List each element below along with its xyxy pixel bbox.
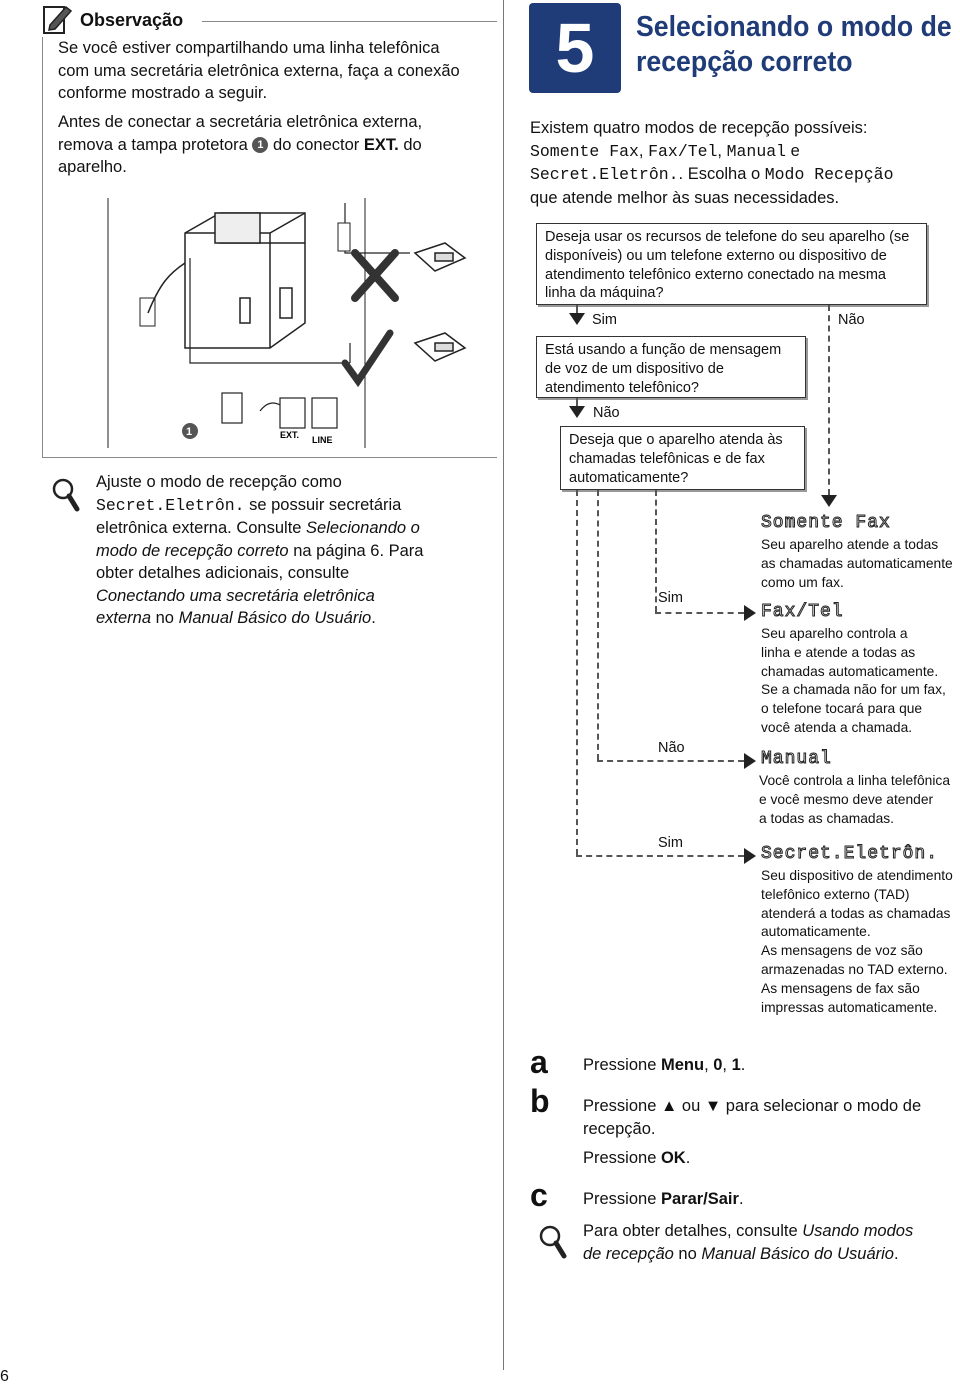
desc-line: a todas as chamadas.	[759, 810, 894, 826]
tip-line-7	[96, 607, 496, 630]
key-0: 0	[713, 1056, 723, 1074]
note-icon	[42, 3, 74, 35]
end: .	[740, 1056, 746, 1074]
conj: e	[790, 141, 800, 160]
desc-line: Seu aparelho controla a	[761, 626, 908, 641]
flow-line-nao3-from-q1	[597, 490, 599, 760]
flow-line-sim1	[576, 305, 578, 313]
tip-ref-link-2: modo de recepção correto	[96, 541, 289, 560]
intro-choose: . Escolha o	[678, 165, 765, 183]
step-number-badge	[529, 3, 621, 93]
desc-line: Seu aparelho atende a todas	[761, 537, 939, 552]
callout-1-badge: 1	[252, 137, 268, 153]
answering-machine-bottom	[415, 333, 465, 361]
step-title	[636, 10, 952, 80]
desc-line: Se a chamada não for um fax,	[761, 682, 946, 698]
flow-line-sim2	[576, 490, 578, 855]
tip2-line-2	[583, 1243, 960, 1266]
magnifier-icon	[50, 477, 80, 513]
intro-line-4: que atende melhor às suas necessidades.	[530, 188, 840, 207]
flow-label-nao2: Não	[593, 405, 620, 421]
mode-desc-secret	[761, 867, 960, 1017]
tip-line-1: Ajuste o modo de recepção como	[96, 473, 342, 491]
tip-ref-manual: Manual Básico do Usuário	[178, 609, 372, 627]
desc-line: telefônico externo (TAD)	[761, 886, 910, 902]
flow-line-q3	[655, 490, 657, 612]
tip-line-7-mid: no	[151, 609, 179, 627]
desc-line: atenderá a todas as chamadas	[761, 905, 951, 921]
desc-line: As mensagens de fax são	[761, 980, 920, 996]
flow-label-sim3: Sim	[658, 590, 683, 606]
tip-ref-link-4: externa	[96, 609, 152, 627]
note-paragraph-2	[58, 111, 468, 179]
flow-question-1: Deseja usar os recursos de telefone do seu aparelho (se disponíveis) ou um telefone externo ou dispositivo de atendimento telefônico externo conectado na mesma linha da máquina?	[536, 223, 927, 305]
tip2-line-1	[583, 1220, 960, 1243]
desc-line: como um fax.	[761, 574, 844, 590]
desc-line: Você controla a linha telefônica	[759, 773, 950, 788]
mode-secret: Secret.Eletrôn.	[530, 165, 679, 184]
mode-desc-manual	[759, 772, 960, 828]
intro-line-1: Existem quatro modos de recepção possíveis:	[530, 119, 868, 137]
desc-line: as chamadas automaticamente	[761, 555, 953, 571]
connector-closeup	[222, 393, 337, 428]
tip2-ref-manual: Manual Básico do Usuário	[701, 1244, 894, 1263]
desc-line: o telefone tocará para que	[761, 701, 923, 717]
flow-line-sim3-horizontal	[655, 612, 744, 614]
up-arrow-icon: ▲	[660, 1097, 678, 1115]
callout-1-label: 1	[186, 426, 193, 438]
mode-manual: Manual	[726, 141, 787, 161]
flow-question-3: Deseja que o aparelho atenda às chamadas telefônicas e de fax automaticamente?	[560, 426, 805, 490]
intro-line-2	[530, 140, 960, 164]
flow-question-2: Está usando a função de mensagem de voz de um dispositivo de atendimento telefônico?	[536, 336, 806, 398]
tip-line-4	[96, 540, 496, 563]
note-title: Observação	[80, 10, 184, 30]
desc-line: armazenadas no TAD externo.	[761, 961, 948, 977]
mode-title-somente-fax: Somente Fax	[761, 513, 891, 533]
sep: ,	[638, 141, 644, 160]
mode-somente-fax-block	[761, 513, 960, 592]
step-b-line-1	[583, 1095, 960, 1118]
tip-line-2-rest: se possuir secretária	[244, 495, 402, 514]
step-b-mid: ou	[677, 1097, 705, 1115]
step-letter-b: b	[530, 1083, 550, 1119]
mode-fax-tel: Fax/Tel	[648, 141, 718, 161]
note-bottom-rule	[42, 457, 497, 458]
tip2-ref-1: Usando modos	[802, 1222, 914, 1240]
flow-label-nao1: Não	[838, 312, 865, 328]
flow-line-sim2-horizontal	[576, 855, 744, 857]
end: .	[685, 1149, 691, 1167]
flow-line-nao3-horizontal	[597, 760, 744, 762]
answering-machine-top	[415, 243, 465, 271]
sep: ,	[722, 1056, 732, 1074]
flow-arrow-sim3	[744, 605, 756, 621]
tip2-ref-2: de recepção	[583, 1244, 674, 1263]
tip-receive-mode	[96, 471, 496, 630]
note-p2-text-a: Antes de conectar a secretária eletrônica externa, remova a tampa protetora	[58, 113, 423, 154]
desc-line: automaticamente.	[761, 924, 871, 940]
sep: ,	[704, 1056, 714, 1074]
desc-line: chamadas automaticamente.	[761, 663, 939, 679]
note-paragraph-1: Se você estiver compartilhando uma linha telefônica com uma secretária eletrônica externa, faça a conexão conforme mostrado a seguir.	[58, 39, 460, 102]
note-title-rule	[202, 21, 497, 22]
step-a-text	[583, 1054, 745, 1077]
tip-line-6	[96, 585, 496, 608]
step-b2-pre: Pressione	[583, 1149, 661, 1167]
tip-line-3-a: eletrônica externa. Consulte	[96, 519, 307, 537]
key-menu: Menu	[660, 1056, 705, 1074]
tip-line-4-rest: na página 6. Para	[288, 541, 424, 560]
step-c-pre: Pressione	[583, 1190, 661, 1208]
end: .	[893, 1244, 899, 1263]
flow-line-nao2	[576, 398, 578, 406]
tip-ref-link-1: Selecionando o	[306, 519, 420, 537]
sep: ,	[717, 141, 723, 160]
mode-fax-tel-block	[761, 602, 960, 738]
intro-line-3	[530, 163, 960, 187]
end: .	[738, 1190, 744, 1208]
step-number: 5	[555, 9, 595, 87]
step-b-pre: Pressione	[583, 1097, 661, 1115]
flow-label-sim2: Sim	[658, 835, 683, 851]
ext-connector-label: EXT.	[363, 135, 399, 154]
step-a-pre: Pressione	[583, 1056, 661, 1074]
mode-title-secret: Secret.Eletrôn.	[761, 844, 939, 864]
connection-illustration	[100, 193, 480, 453]
tip-line-5: obter detalhes adicionais, consulte	[96, 564, 350, 582]
mode-name-secret: Secret.Eletrôn.	[96, 495, 245, 515]
key-parar-sair: Parar/Sair	[660, 1190, 739, 1208]
desc-line: e você mesmo deve atender	[759, 791, 934, 807]
mode-manual-block	[759, 749, 960, 828]
step-intro	[530, 117, 960, 209]
note-p2-text-b: do conector	[273, 135, 360, 154]
step-letter-c: c	[530, 1177, 548, 1213]
mode-title-manual: Manual	[761, 749, 832, 769]
down-arrow-icon: ▼	[704, 1097, 722, 1115]
page-number: 6	[0, 1368, 9, 1385]
tip-receive-modes-ref	[583, 1220, 960, 1265]
desc-line: Seu dispositivo de atendimento	[761, 868, 953, 883]
line-port-label: LINE	[312, 435, 333, 445]
correct-connection-check-icon	[345, 333, 390, 381]
step-title-line-2: recepção correto	[636, 46, 853, 78]
tip2-mid: no	[673, 1244, 702, 1263]
step-letter-a: a	[530, 1044, 548, 1080]
flow-line-nao1	[828, 305, 830, 495]
desc-line: As mensagens de voz são	[761, 943, 923, 959]
ext-port-label: EXT.	[280, 430, 300, 440]
note-box	[42, 3, 497, 458]
step-b-rest: para selecionar o modo de	[721, 1097, 922, 1115]
menu-modo-recepcao: Modo Recepção	[764, 165, 894, 184]
mode-somente-fax: Somente Fax	[530, 141, 639, 161]
mode-desc-fax-tel	[761, 625, 960, 738]
mode-desc-somente-fax	[761, 536, 960, 592]
desc-line: você atenda a chamada.	[761, 719, 913, 735]
step-b-line-3	[583, 1147, 960, 1170]
note-left-rule	[42, 37, 43, 458]
desc-line: impressas automaticamente.	[761, 999, 938, 1015]
flow-arrow-sim1	[569, 313, 585, 325]
tip-line-2	[96, 494, 496, 518]
magnifier-icon	[537, 1224, 567, 1260]
step-b-text	[583, 1095, 960, 1170]
key-ok: OK	[660, 1149, 686, 1167]
desc-line: linha e atende a todas as	[761, 644, 916, 660]
mode-title-fax-tel: Fax/Tel	[761, 602, 844, 622]
key-1: 1	[731, 1056, 741, 1074]
mode-secret-block	[761, 844, 960, 1017]
tip2-pre: Para obter detalhes, consulte	[583, 1222, 803, 1240]
tip-line-7-end: .	[371, 609, 376, 627]
step-b-line-2: recepção.	[583, 1119, 656, 1138]
flow-arrow-nao3	[744, 753, 756, 769]
machine-illustration	[185, 213, 305, 348]
step-title-line-1: Selecionando o modo de	[636, 11, 952, 43]
wrong-connection-x-icon	[355, 253, 395, 298]
column-divider	[503, 0, 504, 1370]
step-c-text	[583, 1188, 744, 1211]
tip-line-3	[96, 517, 496, 540]
flow-arrow-nao1	[821, 495, 837, 507]
flow-arrow-sim2	[744, 848, 756, 864]
tip-ref-link-3: Conectando uma secretária eletrônica	[96, 586, 375, 605]
flow-label-nao3: Não	[658, 740, 685, 756]
flow-label-sim1: Sim	[592, 312, 617, 328]
flow-arrow-nao2	[569, 406, 585, 418]
note-p2-text-c: do aparelho.	[58, 135, 422, 176]
